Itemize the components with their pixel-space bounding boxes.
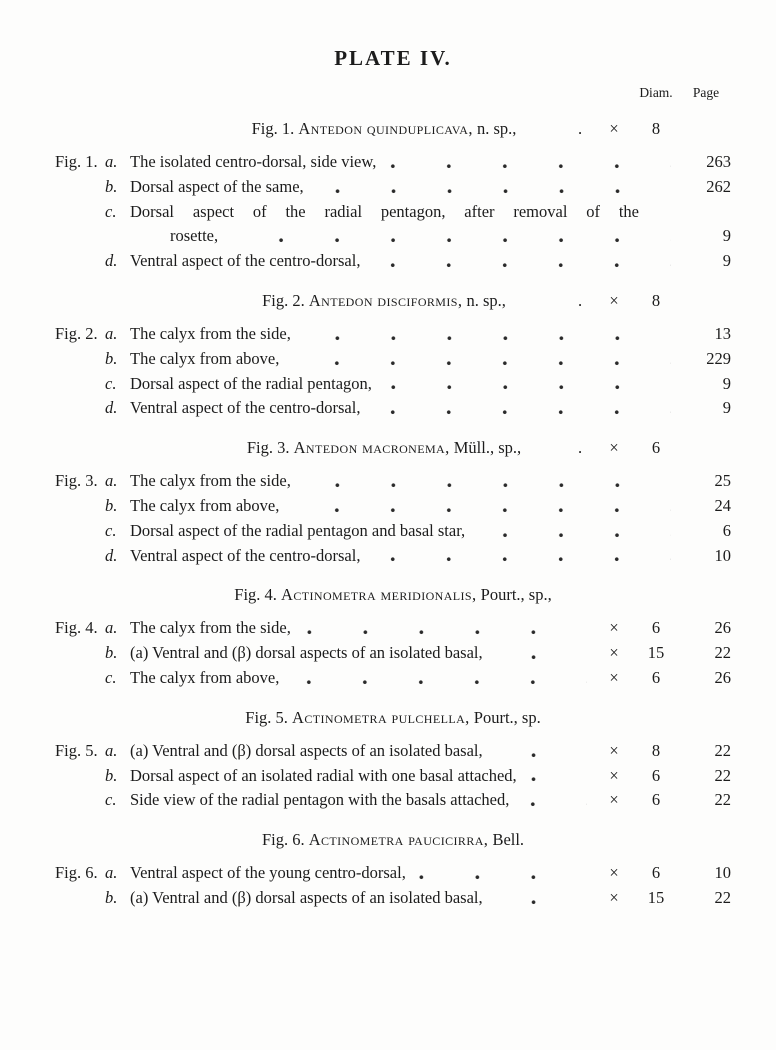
dot-leader xyxy=(372,410,671,416)
entry-text: rosette, xyxy=(170,226,219,246)
figure-group xyxy=(55,827,731,911)
entry-letter: d. xyxy=(105,398,118,418)
entry-row xyxy=(55,641,731,666)
dot-leader xyxy=(303,630,587,636)
figure-heading xyxy=(55,705,731,730)
entry-text: Dorsal aspect of the radial pentagon, xyxy=(130,373,372,393)
page-number: 9 xyxy=(722,251,731,271)
page-number: 10 xyxy=(714,545,731,565)
entry-text: Dorsal aspect of the radial pentagon, after removal of the xyxy=(130,201,639,221)
dot-leader xyxy=(230,238,671,244)
dot-leader xyxy=(291,508,671,514)
dot-leader xyxy=(529,777,587,783)
dot-leader xyxy=(495,655,587,661)
page-title: PLATE IV. xyxy=(334,46,452,70)
figure-heading xyxy=(55,288,731,313)
diam-value: 15 xyxy=(647,643,665,663)
dot-leader xyxy=(521,802,587,808)
entry-row xyxy=(55,347,731,372)
dot-leader xyxy=(303,336,671,342)
figure-heading xyxy=(55,582,731,607)
mult-sign: × xyxy=(609,290,619,310)
figure-group xyxy=(55,116,731,274)
dot-leader xyxy=(372,557,671,563)
heading-leader-dot: . xyxy=(577,290,583,310)
entry-text: The isolated centro-dorsal, side view, xyxy=(130,152,377,171)
figure-heading-label: Fig. 1. xyxy=(251,119,299,138)
entry-letter: a. xyxy=(105,323,118,343)
dot-leader xyxy=(495,900,587,906)
dot-leader xyxy=(291,680,587,686)
mult-sign: × xyxy=(609,790,619,810)
entry-row xyxy=(55,175,731,200)
entry-letter: a. xyxy=(105,152,118,171)
mult-sign: × xyxy=(609,863,619,883)
mult-sign: × xyxy=(609,740,619,760)
entry-text: The calyx from above, xyxy=(130,667,280,687)
dot-leader xyxy=(384,385,671,391)
diam-value: 15 xyxy=(647,887,665,907)
figure-heading-label: Fig. 2. xyxy=(262,290,309,310)
entry-text: Dorsal aspect of an isolated radial with one basal attached, xyxy=(130,765,517,785)
species-name: Antedon quinduplicava, xyxy=(298,119,473,138)
figure-heading-suffix: Müll., sp., xyxy=(449,438,522,458)
entry-letter: b. xyxy=(105,887,118,907)
figure-heading xyxy=(55,116,731,141)
mult-sign: × xyxy=(609,119,619,138)
entry-row xyxy=(55,224,731,249)
heading-leader-dot: . xyxy=(577,438,583,458)
column-header-row xyxy=(55,84,731,102)
page-number: 229 xyxy=(706,348,731,368)
figure-heading-text xyxy=(55,582,731,607)
figure-heading-text xyxy=(55,705,731,730)
entry-letter: b. xyxy=(105,765,118,785)
entry-row xyxy=(55,494,731,519)
entry-letter: c. xyxy=(105,520,117,540)
figure-heading-suffix: Bell. xyxy=(488,830,525,850)
entry-letter: c. xyxy=(105,790,117,810)
entry-letter: b. xyxy=(105,176,118,196)
figure-heading-text xyxy=(55,288,563,313)
figure-heading-suffix: n. sp., xyxy=(472,119,517,138)
figure-heading-suffix: Pourt., sp., xyxy=(476,585,552,605)
figure-heading xyxy=(55,435,731,460)
page-number: 9 xyxy=(722,373,731,393)
entry-letter: b. xyxy=(105,643,118,663)
diam-value: 8 xyxy=(651,740,661,760)
entry-row xyxy=(55,150,731,175)
species-name: Antedon disciformis, xyxy=(308,290,463,310)
diam-value: 6 xyxy=(651,765,661,785)
figure-heading-suffix: n. sp., xyxy=(462,290,506,310)
dot-leader xyxy=(418,875,587,881)
fig-label: Fig. 5. xyxy=(55,740,98,760)
entry-letter: d. xyxy=(105,251,118,271)
page-number: 6 xyxy=(722,520,731,540)
fig-label: Fig. 6. xyxy=(55,863,98,883)
figure-heading-text xyxy=(55,827,731,852)
entry-text: The calyx from the side, xyxy=(130,323,291,343)
figure-heading-label: Fig. 6. xyxy=(261,830,309,850)
entry-text: (a) Ventral and (β) dorsal aspects of an isolated basal, xyxy=(130,887,483,907)
entry-text: Ventral aspect of the centro-dorsal, xyxy=(130,545,361,565)
entry-row xyxy=(55,764,731,789)
entry-row xyxy=(55,200,731,225)
page-column-label: Page xyxy=(692,85,720,100)
page-number: 263 xyxy=(706,152,731,171)
entry-text: (a) Ventral and (β) dorsal aspects of an isolated basal, xyxy=(130,740,483,760)
species-name: Actinometra paucicirra, xyxy=(308,830,489,850)
entry-row xyxy=(55,788,731,813)
figure-heading-label: Fig. 5. xyxy=(245,707,293,727)
entry-row xyxy=(55,544,731,569)
entry-row xyxy=(55,886,731,911)
entry-text: Dorsal aspect of the same, xyxy=(130,176,304,196)
figure-group xyxy=(55,435,731,568)
figure-group xyxy=(55,288,731,421)
dot-leader xyxy=(495,753,587,759)
heading-leader-dot: . xyxy=(577,119,583,138)
mult-sign: × xyxy=(609,765,619,785)
diam-value: 8 xyxy=(651,119,661,138)
entry-text: (a) Ventral and (β) dorsal aspects of an isolated basal, xyxy=(130,643,483,663)
page-number: 10 xyxy=(714,863,731,883)
dot-leader xyxy=(303,483,671,489)
entry-text: Dorsal aspect of the radial pentagon and basal star, xyxy=(130,520,466,540)
dot-leader xyxy=(477,533,671,539)
diam-value: 6 xyxy=(651,438,661,458)
entry-letter: a. xyxy=(105,471,118,491)
diam-value: 6 xyxy=(651,790,661,810)
dot-leader xyxy=(291,361,671,367)
entry-text: Ventral aspect of the centro-dorsal, xyxy=(130,251,361,271)
mult-sign: × xyxy=(609,887,619,907)
figure-group xyxy=(55,705,731,813)
entry-letter: a. xyxy=(105,740,118,760)
entry-row xyxy=(55,666,731,691)
entry-text: The calyx from above, xyxy=(130,348,280,368)
entry-row xyxy=(55,322,731,347)
page-number: 25 xyxy=(714,471,731,491)
entry-row xyxy=(55,861,731,886)
page-number: 22 xyxy=(714,740,731,760)
dot-leader xyxy=(388,164,671,170)
page-number: 262 xyxy=(706,176,731,196)
figure-heading-suffix: Pourt., sp. xyxy=(469,707,541,727)
mult-sign: × xyxy=(609,618,619,638)
fig-label: Fig. 3. xyxy=(55,471,98,491)
species-name: Actinometra pulchella, xyxy=(292,707,470,727)
dot-leader xyxy=(316,189,671,195)
entry-letter: c. xyxy=(105,201,117,221)
fig-label: Fig. 1. xyxy=(55,152,98,171)
page-number: 24 xyxy=(714,495,731,515)
entry-letter: a. xyxy=(105,618,118,638)
mult-sign: × xyxy=(609,643,619,663)
page-number: 22 xyxy=(714,887,731,907)
entry-letter: b. xyxy=(105,495,118,515)
mult-sign: × xyxy=(609,438,619,458)
page-number: 9 xyxy=(722,226,731,246)
fig-label: Fig. 2. xyxy=(55,323,98,343)
figure-list xyxy=(55,116,731,911)
entry-text: The calyx from the side, xyxy=(130,471,291,491)
mult-sign: × xyxy=(609,667,619,687)
entry-text: Ventral aspect of the young centro-dorsal, xyxy=(130,863,406,883)
entry-letter: c. xyxy=(105,373,117,393)
fig-label: Fig. 4. xyxy=(55,618,98,638)
entry-text: The calyx from above, xyxy=(130,495,280,515)
entry-letter: a. xyxy=(105,863,118,883)
entry-row xyxy=(55,616,731,641)
entry-row xyxy=(55,739,731,764)
diam-value: 6 xyxy=(651,667,661,687)
entry-text: Side view of the radial pentagon with the basals attached, xyxy=(130,790,510,810)
entry-text: The calyx from the side, xyxy=(130,618,291,638)
figure-heading-label: Fig. 3. xyxy=(246,438,294,458)
page-number: 26 xyxy=(714,618,731,638)
page-number: 22 xyxy=(714,765,731,785)
species-name: Antedon macronema, xyxy=(293,438,450,458)
figure-heading xyxy=(55,827,731,852)
dot-leader xyxy=(372,263,671,269)
entry-text: Ventral aspect of the centro-dorsal, xyxy=(130,398,361,418)
entry-letter: b. xyxy=(105,348,118,368)
figure-group xyxy=(55,582,731,690)
entry-letter: c. xyxy=(105,667,117,687)
entry-row xyxy=(55,469,731,494)
species-name: Actinometra meridionalis, xyxy=(281,585,477,605)
diam-value: 6 xyxy=(651,863,661,883)
entry-row xyxy=(55,396,731,421)
figure-heading-text xyxy=(55,116,563,141)
page-number: 26 xyxy=(714,667,731,687)
figure-heading-label: Fig. 4. xyxy=(234,585,282,605)
page-number: 22 xyxy=(714,643,731,663)
entry-row xyxy=(55,519,731,544)
page-number: 9 xyxy=(722,398,731,418)
page-number: 22 xyxy=(714,790,731,810)
entry-row xyxy=(55,372,731,397)
entry-row xyxy=(55,249,731,274)
entry-letter: d. xyxy=(105,545,118,565)
diam-value: 8 xyxy=(651,290,661,310)
diam-column-label: Diam. xyxy=(639,85,673,100)
figure-heading-text xyxy=(55,435,563,460)
page-number: 13 xyxy=(714,323,731,343)
diam-value: 6 xyxy=(651,618,661,638)
